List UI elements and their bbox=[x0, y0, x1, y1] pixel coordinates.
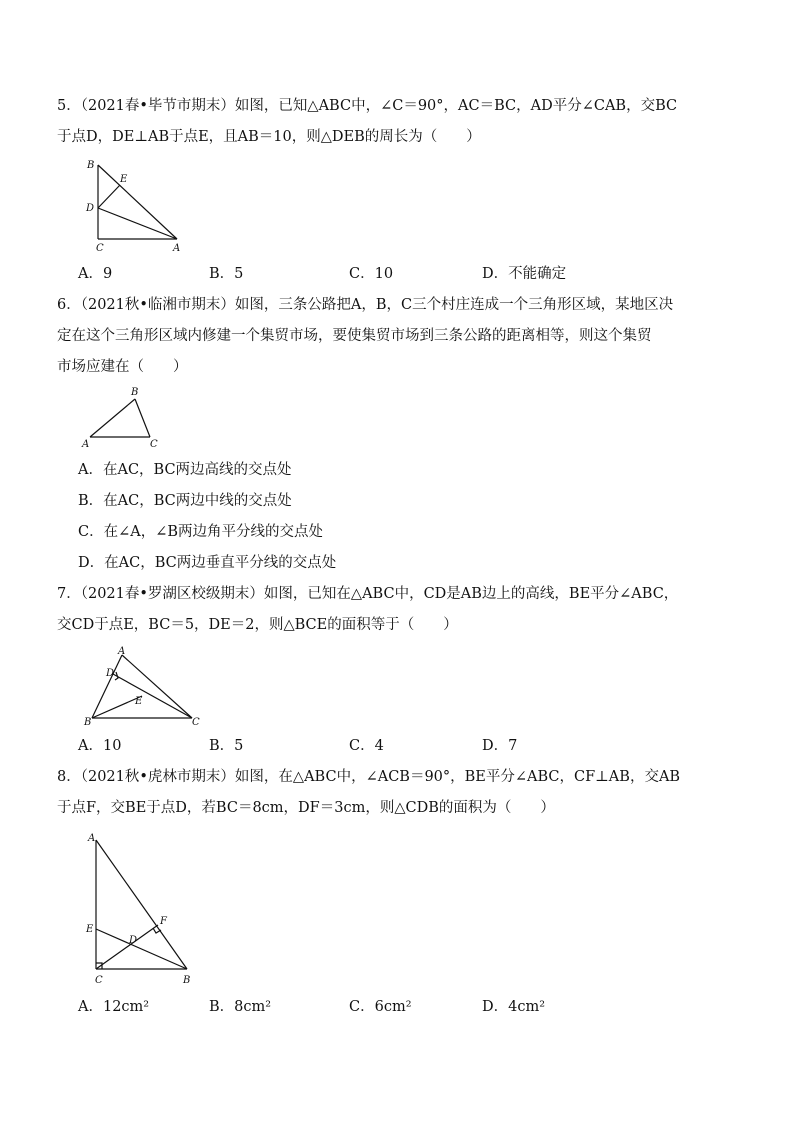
q6-label-b: B bbox=[131, 387, 139, 398]
q8-label-a: A bbox=[88, 833, 96, 844]
q5-option-b: B．5 bbox=[209, 266, 244, 282]
q7-label-c: C bbox=[192, 717, 200, 728]
q7-label-d: D bbox=[106, 668, 115, 679]
q7-option-b: B．5 bbox=[209, 738, 244, 754]
q6-option-b: B．在AC，BC两边中线的交点处 bbox=[78, 493, 292, 509]
q8-option-b: B．8cm² bbox=[209, 999, 272, 1015]
q8-text-line-2: 于点F，交BE于点D，若BC＝8cm，DF＝3cm，则△CDB的面积为（ ） bbox=[57, 800, 555, 816]
q5-option-a: A．9 bbox=[78, 266, 113, 282]
q8-triangle-figure bbox=[80, 826, 205, 991]
q5-label-a: A bbox=[173, 243, 181, 254]
q5-label-c: C bbox=[96, 243, 104, 254]
q5-label-d: D bbox=[86, 203, 95, 214]
q7-label-e: E bbox=[135, 696, 143, 707]
q5-option-c: C．10 bbox=[349, 266, 394, 282]
q8-label-e: E bbox=[86, 924, 94, 935]
q7-option-d: D．7 bbox=[482, 738, 518, 754]
q6-text-line-3: 市场应建在（ ） bbox=[57, 359, 188, 375]
q5-label-b: B bbox=[87, 160, 95, 171]
q5-text-line-2: 于点D，DE⊥AB于点E，且AB＝10，则△DEB的周长为（ ） bbox=[57, 129, 481, 145]
q6-text-line-1: 6．（2021秋•临湘市期末）如图，三条公路把A，B，C三个村庄连成一个三角形区域，某地区决 bbox=[57, 297, 674, 313]
q8-option-a: A．12cm² bbox=[78, 999, 150, 1015]
q6-text-line-2: 定在这个三角形区域内修建一个集贸市场，要使集贸市场到三条公路的距离相等，则这个集贸 bbox=[57, 328, 652, 344]
q5-label-e: E bbox=[120, 174, 128, 185]
q8-option-d: D．4cm² bbox=[482, 999, 546, 1015]
q8-label-d: D bbox=[129, 935, 138, 946]
q7-option-a: A．10 bbox=[78, 738, 122, 754]
q8-option-c: C．6cm² bbox=[349, 999, 412, 1015]
q6-triangle-figure bbox=[80, 385, 170, 450]
q6-option-d: D．在AC，BC两边垂直平分线的交点处 bbox=[78, 555, 337, 571]
q8-text-line-1: 8．（2021秋•虎林市期末）如图，在△ABC中，∠ACB＝90°，BE平分∠ABC，CF⊥AB，交AB bbox=[57, 769, 681, 785]
q7-label-a: A bbox=[118, 646, 126, 657]
q6-option-a: A．在AC，BC两边高线的交点处 bbox=[78, 462, 292, 478]
q8-label-f: F bbox=[160, 916, 167, 927]
q7-option-c: C．4 bbox=[349, 738, 384, 754]
q5-option-d: D．不能确定 bbox=[482, 266, 567, 282]
q7-text-line-1: 7．（2021春•罗湖区校级期末）如图，已知在△ABC中，CD是AB边上的高线，BE平分∠ABC， bbox=[57, 586, 679, 602]
q5-text-line-1: 5．（2021春•毕节市期末）如图，已知△ABC中，∠C＝90°，AC＝BC，AD平分∠CAB，交BC bbox=[57, 98, 678, 114]
q7-triangle-figure bbox=[80, 643, 210, 728]
q6-option-c: C．在∠A，∠B两边角平分线的交点处 bbox=[78, 524, 324, 540]
q7-label-b: B bbox=[84, 717, 92, 728]
q8-label-c: C bbox=[95, 975, 103, 986]
q6-label-a: A bbox=[82, 439, 90, 450]
q5-triangle-figure bbox=[80, 155, 190, 255]
q8-label-b: B bbox=[183, 975, 191, 986]
q6-label-c: C bbox=[150, 439, 158, 450]
q7-text-line-2: 交CD于点E，BC＝5，DE＝2，则△BCE的面积等于（ ） bbox=[57, 617, 458, 633]
